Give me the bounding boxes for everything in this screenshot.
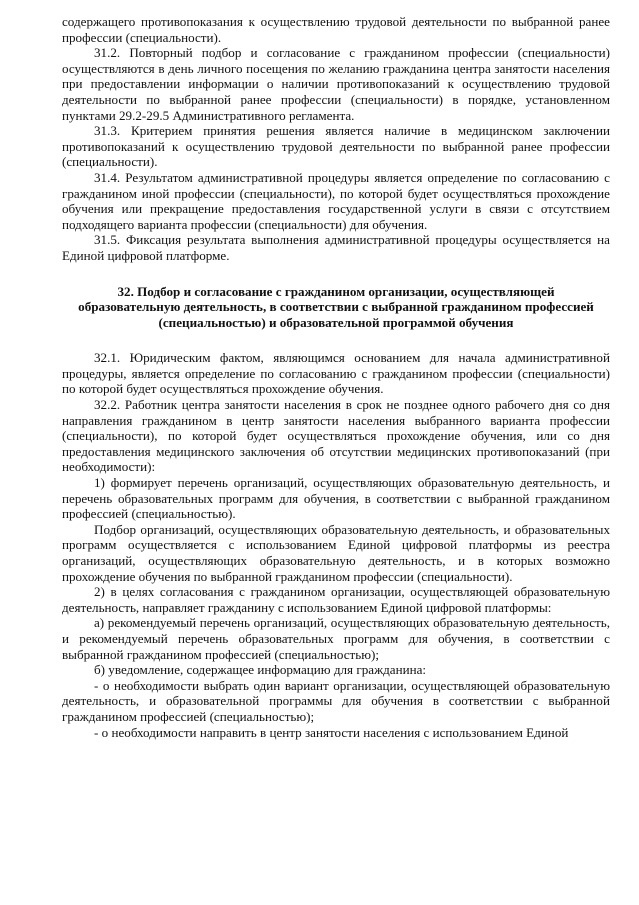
list-item-1: 1) формирует перечень организаций, осуществляющих образовательную деятельность, и перечень образовательных программ для обучения, в соответствии с выбранной гражданином профессией (специальностью).	[62, 475, 610, 522]
paragraph-selection: Подбор организаций, осуществляющих образовательную деятельность, и образовательных программ осуществляется с использованием Единой цифровой платформы из реестра организаций, осуществляющих образовательную деятельность, и в которых возможно прохождение обучения по выбранной гражданином профессии (специальности).	[62, 521, 610, 584]
list-item-2: 2) в целях согласования с гражданином организации, осуществляющей образовательную деятельность, направляет гражданину с использованием Единой цифровой платформы:	[62, 584, 610, 615]
list-item-b: б) уведомление, содержащее информацию для гражданина:	[94, 662, 427, 678]
section-heading-32: 32. Подбор и согласование с гражданином организации, осуществляющей образовательную деятельность, в соответствии с выбранной гражданином профессией (специальностью) и образовательной программой обучения	[78, 283, 594, 330]
paragraph-32-2: 32.2. Работник центра занятости населения в срок не позднее одного рабочего дня со дня направления гражданином в центр занятости населения выбранного варианта профессии (специальности), по которой будет осуществляться прохождение обучения, или со дня предоставления медицинского заключения об отсутствии медицинских противопоказаний (при необходимости):	[62, 397, 610, 475]
paragraph-31-5: 31.5. Фиксация результата выполнения административной процедуры осуществляется на Единой цифровой платформе.	[62, 232, 610, 263]
dash-item-2: - о необходимости направить в центр занятости населения с использованием Единой	[94, 724, 569, 740]
dash-item-1: - о необходимости выбрать один вариант организации, осуществляющей образовательную деятельность, и образовательной программы для обучения в соответствии с выбранной гражданином профессией (специальностью);	[62, 677, 610, 724]
document-page	[62, 14, 610, 740]
list-item-a: а) рекомендуемый перечень организаций, осуществляющих образовательную деятельность, и рекомендуемый перечень образовательных программ для обучения, в соответствии с выбранной гражданином профессией (специальностью);	[62, 615, 610, 662]
paragraph-31-3: 31.3. Критерием принятия решения является наличие в медицинском заключении противопоказаний к осуществлению трудовой деятельности по выбранной ранее профессии (специальности).	[62, 123, 610, 170]
paragraph-32-1: 32.1. Юридическим фактом, являющимся основанием для начала административной процедуры, является определение по согласованию с гражданином профессии (специальности) по которой будет осуществляться прохождение обучения.	[62, 350, 610, 397]
paragraph-continuation: содержащего противопоказания к осуществлению трудовой деятельности по выбранной ранее профессии (специальности).	[62, 14, 610, 45]
paragraph-31-4: 31.4. Результатом административной процедуры является определение по согласованию с гражданином иной профессии (специальности), по которой будет осуществляться прохождение обучения или прекращение предоставления государственной услуги в связи с отсутствием подходящего варианта профессии (специальности) для обучения.	[62, 169, 610, 232]
paragraph-31-2: 31.2. Повторный подбор и согласование с гражданином профессии (специальности) осуществляются в день личного посещения по желанию гражданина центра занятости населения при предоставлении информации о наличии противопоказаний к осуществлению трудовой деятельности по выбранной ранее профессии (специальности) в порядке, установленном пунктами 29.2-29.5 Административного регламента.	[62, 45, 610, 123]
